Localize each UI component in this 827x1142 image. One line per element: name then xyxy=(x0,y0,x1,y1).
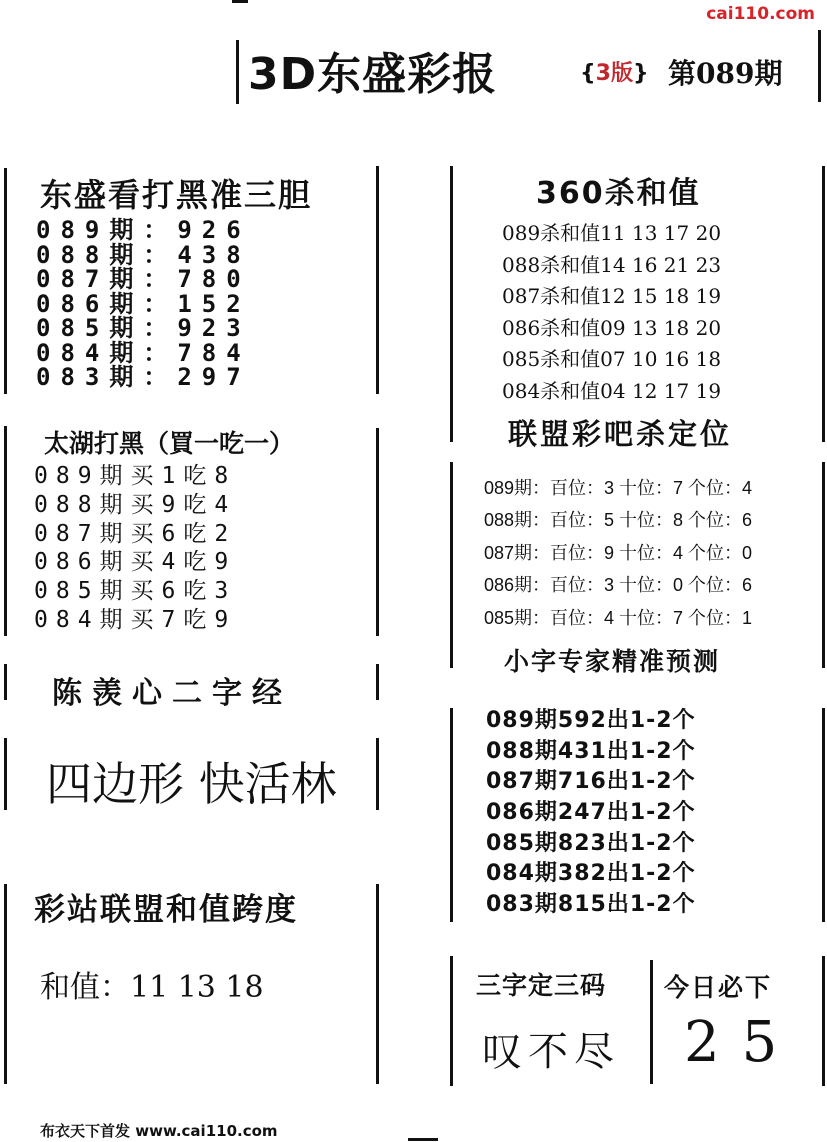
list-item: 089杀和值11 13 17 20 xyxy=(502,221,722,245)
list-item: 089期买1吃8 xyxy=(34,463,237,489)
dongsheng-title: 东盛看打黑准三胆 xyxy=(40,176,313,214)
list-item: 088期：438 xyxy=(36,240,251,269)
left-frame-3a xyxy=(4,664,7,700)
list-item: 087期716出1-2个 xyxy=(486,769,696,795)
left-frame-4a xyxy=(4,738,7,810)
xiaozi-title: 小字专家精准预测 xyxy=(504,647,721,676)
page-title: 3D东盛彩报 xyxy=(248,49,498,100)
jinri-content: 25 xyxy=(684,1010,800,1075)
caizhan-title: 彩站联盟和值跨度 xyxy=(34,892,298,928)
list-item: 087期：百位：9 十位：4 个位：0 xyxy=(484,542,753,563)
right-frame-4mid xyxy=(650,960,653,1084)
right-frame-4a xyxy=(450,956,453,1086)
right-frame-2a xyxy=(450,462,453,668)
list-item: 086期买4吃9 xyxy=(34,549,237,576)
chenxianxin-content: 四边形 快活林 xyxy=(46,757,337,811)
xiaozi-list xyxy=(486,706,816,921)
edition-number: 3版 xyxy=(595,61,633,86)
taihu-list xyxy=(34,462,354,635)
edition-brace-open: { xyxy=(580,61,596,86)
list-item: 087杀和值12 15 18 19 xyxy=(502,284,722,308)
list-item: 084期382出1-2个 xyxy=(486,861,696,887)
chenxianxin-title: 陈羡心二字经 xyxy=(52,676,292,711)
list-item: 089期：百位：3 十位：7 个位：4 xyxy=(484,478,753,498)
left-frame-4b xyxy=(376,738,379,810)
list-item: 089期：926 xyxy=(36,216,251,244)
issue-number: 第089期 xyxy=(668,57,783,90)
list-item: 084杀和值04 12 17 19 xyxy=(502,378,722,403)
sha360-title: 360杀和值 xyxy=(536,176,701,211)
right-frame-2b xyxy=(822,462,825,668)
list-item: 083期：297 xyxy=(36,363,251,391)
list-item: 086杀和值09 13 18 20 xyxy=(502,315,722,340)
list-item: 084期：784 xyxy=(36,338,251,367)
list-item: 088期买9吃4 xyxy=(34,491,237,518)
right-frame-3a xyxy=(450,708,453,922)
list-item: 085期823出1-2个 xyxy=(486,830,696,856)
taihu-title: 太湖打黑（買一吃一） xyxy=(44,429,295,458)
list-item: 086期：百位：3 十位：0 个位：6 xyxy=(484,575,753,596)
list-item: 085期：923 xyxy=(36,314,251,342)
top-tick xyxy=(232,0,248,3)
footer-credit[interactable]: 布衣天下首发 www.cai110.com xyxy=(40,1122,278,1140)
dongsheng-list xyxy=(36,218,356,390)
right-frame-4b xyxy=(822,956,825,1086)
sanzi-content: 叹不尽 xyxy=(482,1029,620,1075)
list-item: 089期592出1-2个 xyxy=(486,708,696,733)
right-frame-1a xyxy=(450,166,453,442)
left-frame-3b xyxy=(376,664,379,700)
list-item: 087期：780 xyxy=(36,265,251,293)
left-frame-2b xyxy=(376,428,379,636)
list-item: 084期买7吃9 xyxy=(34,606,237,633)
left-frame-1b xyxy=(376,166,379,394)
jinri-title: 今日必下 xyxy=(664,973,773,1002)
bottom-tick xyxy=(408,1138,438,1141)
left-frame-2a xyxy=(4,426,7,636)
right-frame-1b xyxy=(822,166,825,442)
list-item: 083期815出1-2个 xyxy=(486,892,696,918)
list-item: 085杀和值07 10 16 18 xyxy=(502,347,722,371)
list-item: 087期买6吃2 xyxy=(34,520,237,547)
list-item: 086期247出1-2个 xyxy=(486,800,696,826)
header xyxy=(240,30,800,110)
edition-brace-close: } xyxy=(632,61,649,86)
header-rule-left xyxy=(236,40,239,104)
list-item: 086期：152 xyxy=(36,289,251,318)
site-watermark[interactable]: cai110.com xyxy=(706,4,815,24)
edition-label xyxy=(580,56,649,87)
sanzi-title: 三字定三码 xyxy=(476,971,607,1000)
list-item: 085期：百位：4 十位：7 个位：1 xyxy=(484,607,753,628)
right-frame-3b xyxy=(822,708,825,922)
caizhan-content: 和值：11 13 18 xyxy=(40,970,264,1005)
sha360-list xyxy=(502,218,802,407)
list-item: 088期：百位：5 十位：8 个位：6 xyxy=(484,510,753,531)
header-rule-right xyxy=(818,30,821,102)
left-frame-5a xyxy=(4,884,7,1084)
list-item: 085期买6吃3 xyxy=(34,578,237,605)
list-item: 088期431出1-2个 xyxy=(486,738,696,764)
list-item: 088杀和值14 16 21 23 xyxy=(502,252,722,277)
left-frame-5b xyxy=(376,884,379,1084)
left-frame-1a xyxy=(4,168,7,394)
lianmeng-title: 联盟彩吧杀定位 xyxy=(508,417,733,451)
lianmeng-list xyxy=(484,472,814,634)
